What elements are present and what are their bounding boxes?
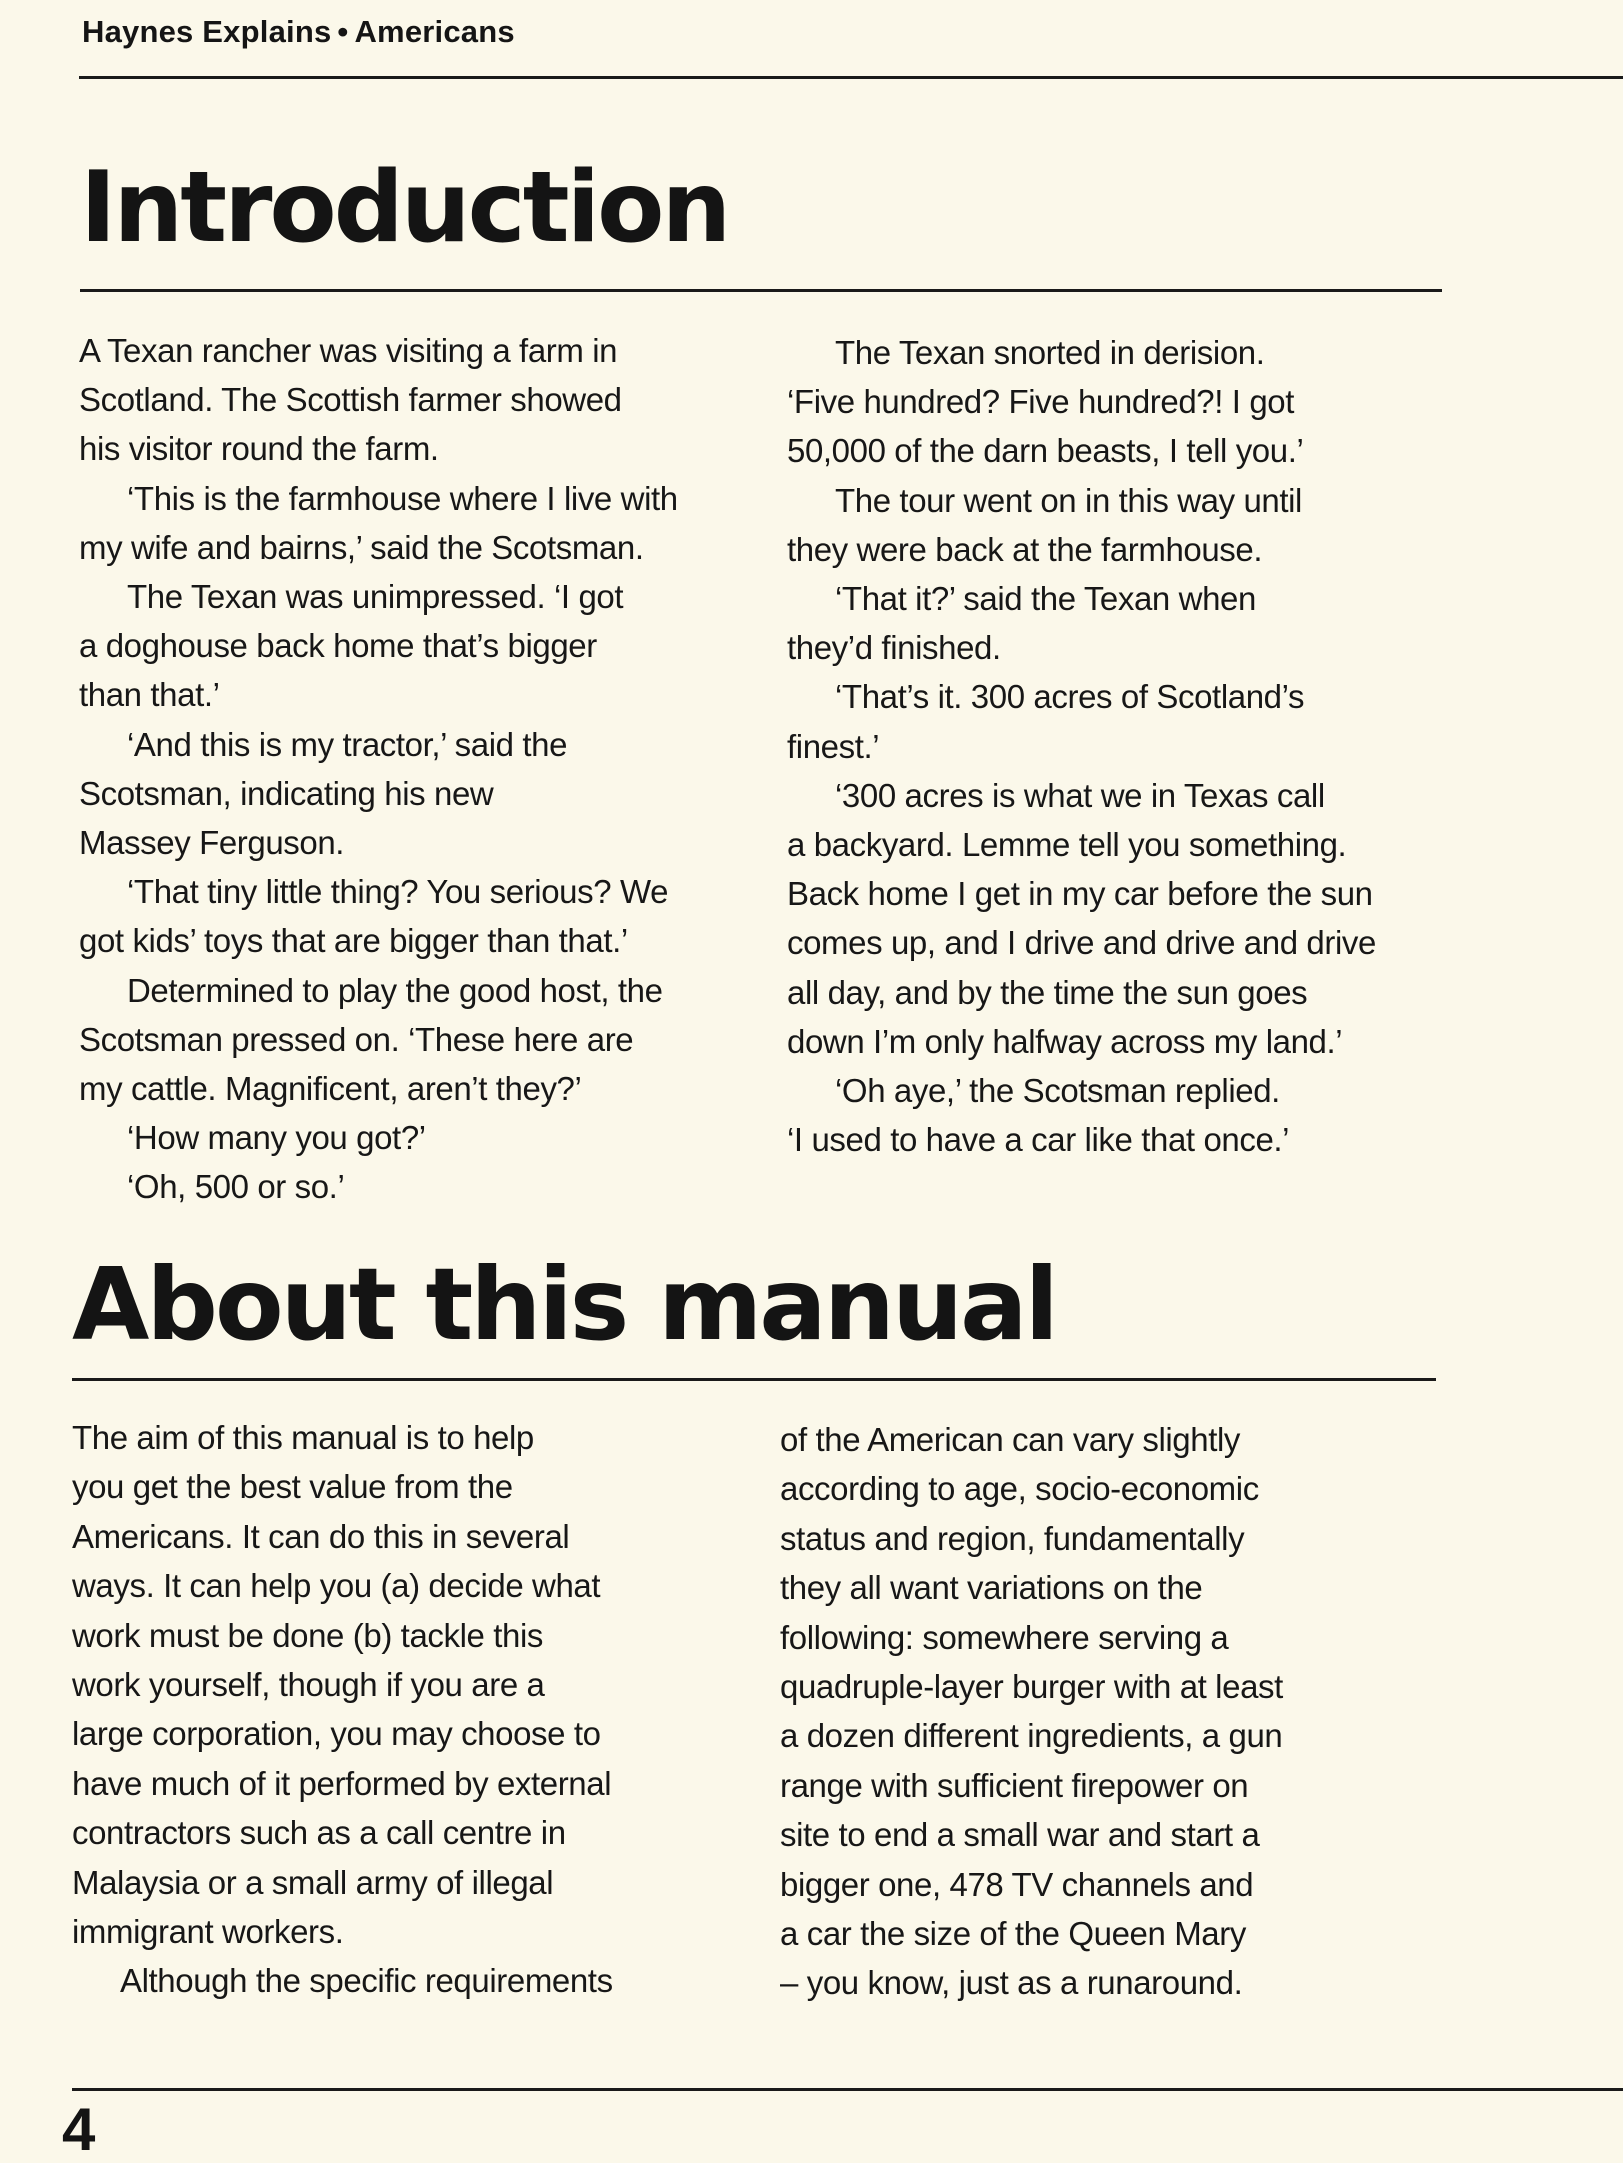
introduction-title: Introduction xyxy=(80,151,729,265)
text-line: than that.’ xyxy=(79,676,220,714)
text-line: – you know, just as a runaround. xyxy=(780,1964,1243,2002)
text-line: The tour went on in this way until xyxy=(835,481,1302,519)
introduction-title-rule xyxy=(80,289,1442,292)
text-line: ‘I used to have a car like that once.’ xyxy=(787,1121,1290,1159)
text-line: The Texan snorted in derision. xyxy=(835,334,1265,371)
text-line: comes up, and I drive and drive and drive xyxy=(787,924,1376,962)
about-manual-title: About this manual xyxy=(72,1246,1056,1363)
text-line: ‘That it?’ said the Texan when xyxy=(835,580,1256,618)
text-line: ‘Oh aye,’ the Scotsman replied. xyxy=(835,1072,1280,1110)
page-number: 4 xyxy=(62,2096,96,2163)
footer-rule xyxy=(72,2088,1623,2091)
text-line: The aim of this manual is to help xyxy=(72,1419,534,1456)
text-line: Determined to play the good host, the xyxy=(127,971,663,1009)
text-line: The Texan was unimpressed. ‘I got xyxy=(127,578,624,616)
text-line: A Texan rancher was visiting a farm in xyxy=(79,332,618,369)
text-line: Massey Ferguson. xyxy=(79,824,345,862)
text-line: status and region, fundamentally xyxy=(780,1519,1245,1557)
text-line: have much of it performed by external xyxy=(72,1764,612,1802)
text-line: ‘This is the farmhouse where I live with xyxy=(127,479,678,517)
introduction-left-column xyxy=(79,326,759,1212)
text-line: Malaysia or a small army of illegal xyxy=(72,1863,554,1901)
text-line: down I’m only halfway across my land.’ xyxy=(787,1022,1343,1060)
text-line: quadruple-layer burger with at least xyxy=(780,1668,1283,1706)
text-line: they all want variations on the xyxy=(780,1569,1203,1607)
text-line: according to age, socio-economic xyxy=(780,1470,1259,1508)
text-line: Scotsman, indicating his new xyxy=(79,774,494,812)
text-line: Scotland. The Scottish farmer showed xyxy=(79,381,622,419)
text-line: ‘That tiny little thing? You serious? We xyxy=(127,873,669,911)
text-line: work must be done (b) tackle this xyxy=(72,1616,544,1654)
text-line: immigrant workers. xyxy=(72,1913,344,1951)
header-separator: • xyxy=(337,14,349,49)
text-line: ‘Five hundred? Five hundred?! I got xyxy=(787,383,1294,421)
text-line: site to end a small war and start a xyxy=(780,1816,1260,1854)
text-line: all day, and by the time the sun goes xyxy=(787,973,1308,1011)
text-line: ways. It can help you (a) decide what xyxy=(72,1567,601,1605)
text-line: a car the size of the Queen Mary xyxy=(780,1915,1246,1953)
text-line: contractors such as a call centre in xyxy=(72,1814,566,1852)
text-line: ‘300 acres is what we in Texas call xyxy=(835,776,1325,814)
text-line: work yourself, though if you are a xyxy=(72,1666,545,1704)
text-line: ‘Oh, 500 or so.’ xyxy=(127,1168,345,1206)
text-line: Although the specific requirements xyxy=(120,1962,613,2000)
running-header xyxy=(82,14,515,50)
book-subject: Americans xyxy=(354,14,515,49)
text-line: following: somewhere serving a xyxy=(780,1618,1229,1656)
text-line: Americans. It can do this in several xyxy=(72,1517,570,1555)
header-rule xyxy=(79,76,1623,79)
text-line: ‘That’s it. 300 acres of Scotland’s xyxy=(835,678,1305,716)
text-line: they were back at the farmhouse. xyxy=(787,530,1263,568)
introduction-right-column xyxy=(787,328,1467,1164)
text-line: 50,000 of the darn beasts, I tell you.’ xyxy=(787,432,1304,470)
text-line: they’d finished. xyxy=(787,629,1001,667)
about-right-column xyxy=(780,1415,1460,2008)
text-line: my cattle. Magnificent, aren’t they?’ xyxy=(79,1070,582,1108)
text-line: a backyard. Lemme tell you something. xyxy=(787,826,1347,864)
text-line: ‘And this is my tractor,’ said the xyxy=(127,725,568,763)
about-left-column xyxy=(72,1413,752,2006)
about-manual-title-rule xyxy=(72,1378,1436,1381)
text-line: my wife and bairns,’ said the Scotsman. xyxy=(79,528,644,566)
text-line: finest.’ xyxy=(787,727,880,765)
text-line: Back home I get in my car before the sun xyxy=(787,875,1373,913)
text-line: Scotsman pressed on. ‘These here are xyxy=(79,1020,634,1058)
text-line: you get the best value from the xyxy=(72,1468,513,1506)
series-title: Haynes Explains xyxy=(82,14,332,49)
text-line: of the American can vary slightly xyxy=(780,1421,1241,1458)
text-line: a doghouse back home that’s bigger xyxy=(79,627,597,665)
text-line: got kids’ toys that are bigger than that.’ xyxy=(79,922,628,960)
text-line: large corporation, you may choose to xyxy=(72,1715,601,1753)
text-line: a dozen different ingredients, a gun xyxy=(780,1717,1283,1755)
text-line: ‘How many you got?’ xyxy=(127,1119,426,1157)
text-line: his visitor round the farm. xyxy=(79,430,439,468)
text-line: bigger one, 478 TV channels and xyxy=(780,1865,1254,1903)
text-line: range with sufficient firepower on xyxy=(780,1766,1249,1804)
